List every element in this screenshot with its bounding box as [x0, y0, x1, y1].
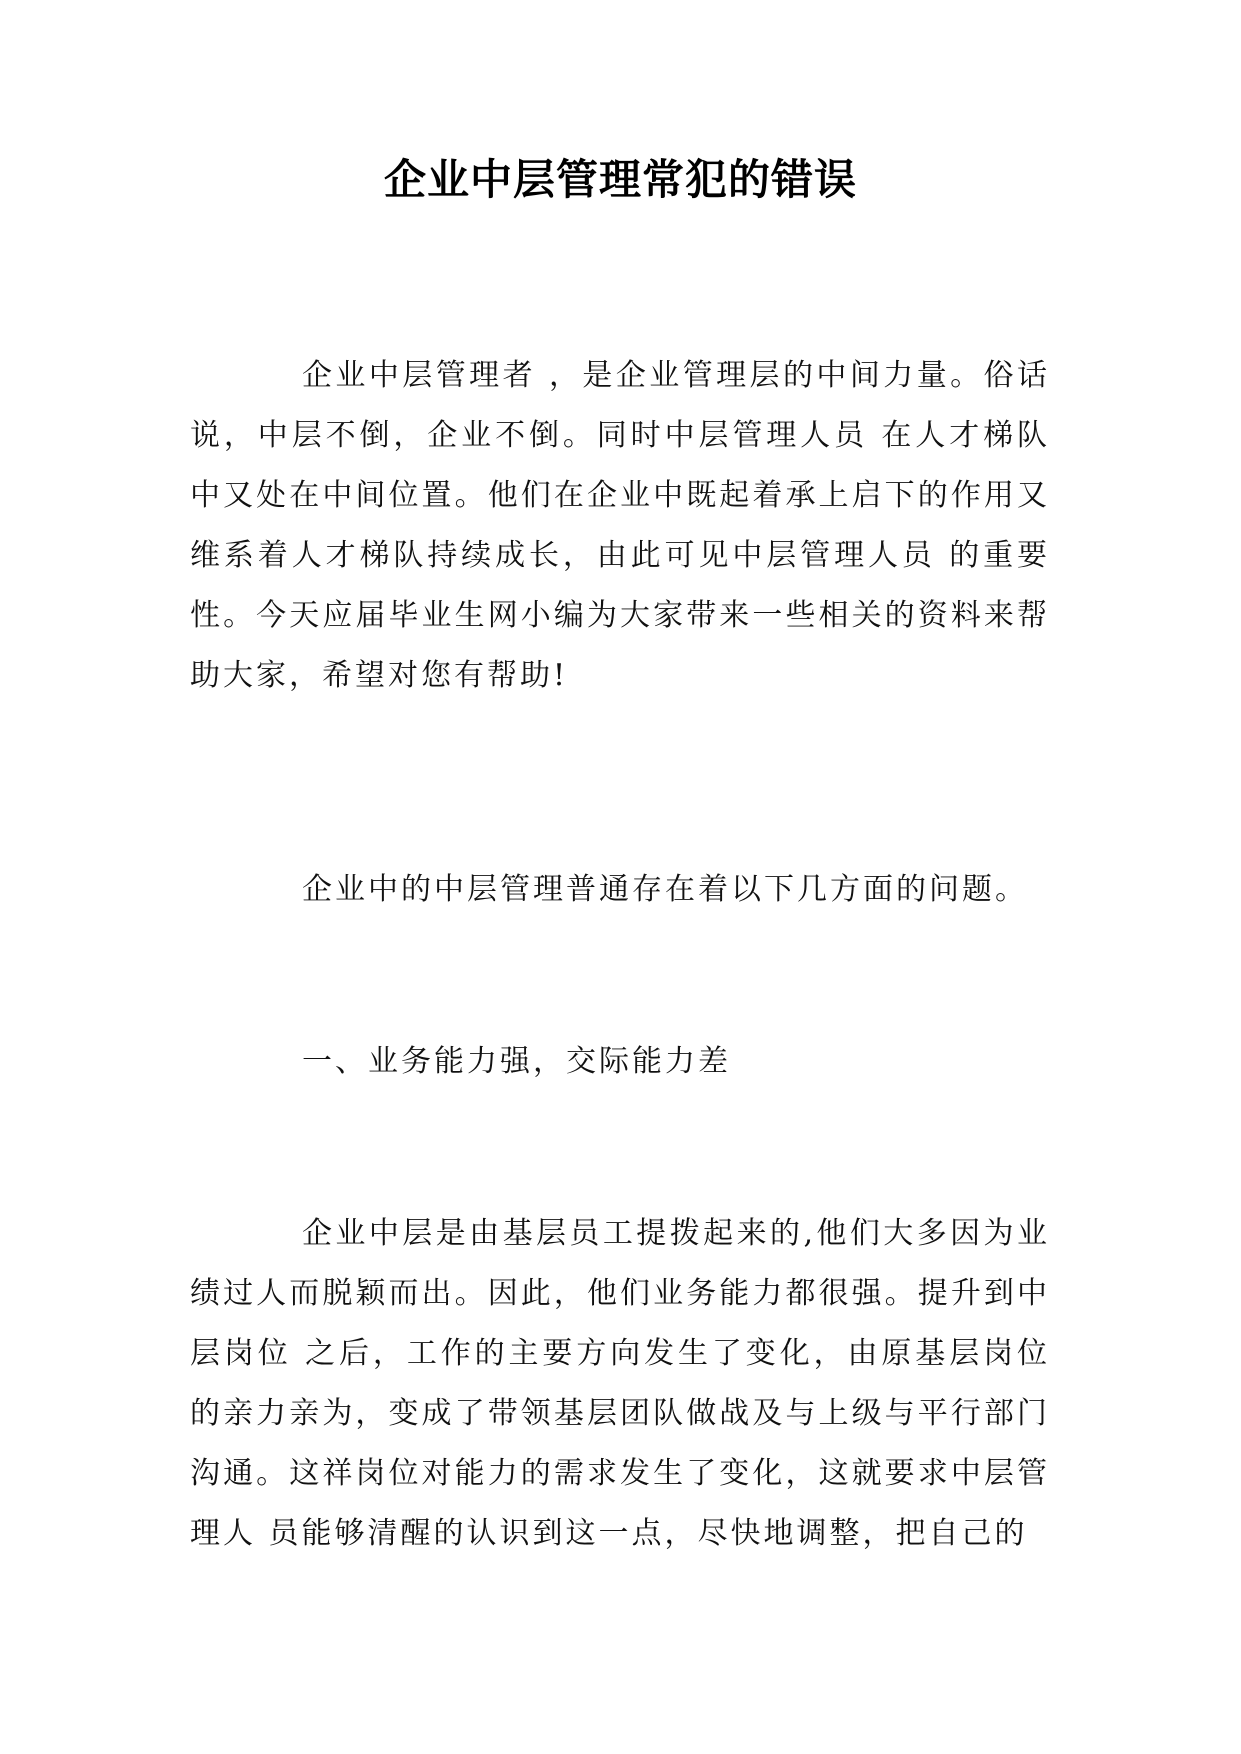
intro-paragraph: 企业中层管理者 ，是企业管理层的中间力量。俗话说，中层不倒，企业不倒。同时中层管理人员 在人才梯队中又处在中间位置。他们在企业中既起着承上启下的作用又维系着人才梯队持续成长，由此可见中层管理人员 的重要性。今天应届毕业生网小编为大家带来一些相关的资料来帮助大家，希望对您有帮助! [190, 358, 1050, 693]
section-heading-1: 一、业务能力强，交际能力差 [302, 1044, 731, 1079]
problems-intro-paragraph: 企业中的中层管理普通存在着以下几方面的问题。 [302, 872, 1028, 907]
section-1-paragraph: 企业中层是由基层员工提拨起来的,他们大多因为业绩过人而脱颖而出。因此，他们业务能力都很强。提升到中层岗位 之后，工作的主要方向发生了变化，由原基层岗位的亲力亲为，变成了带领基层团队做战及与上级与平行部门沟通。这祥岗位对能力的需求发生了变化，这就要求中层管理人 员能够清醒的认识到这一点，尽快地调整，把自己的 [190, 1216, 1050, 1551]
document-title: 企业中层管理常犯的错误 [383, 155, 857, 204]
